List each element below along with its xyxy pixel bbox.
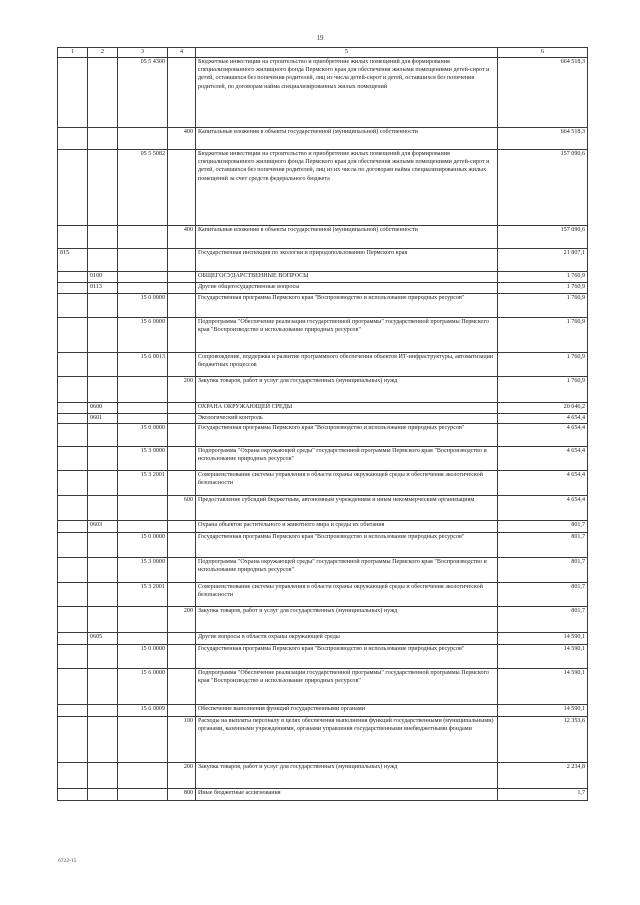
cell-item-name: Государственная инспекция по экологии и природопользованию Пермского края	[196, 249, 498, 272]
cell-section-code	[88, 294, 118, 318]
table-row	[58, 318, 588, 353]
cell-section-code	[88, 128, 118, 150]
cell-ministry-code	[58, 58, 88, 128]
cell-target-article: 15 6 0000	[118, 318, 168, 353]
cell-ministry-code	[58, 583, 88, 607]
column-header: 6	[498, 48, 588, 58]
cell-expense-type: 600	[168, 496, 196, 521]
cell-expense-type	[168, 150, 196, 226]
cell-item-name: Другие вопросы в области охраны окружающей среды	[196, 633, 498, 645]
cell-item-name: Капитальные вложения в объекты государственной (муниципальной) собственности	[196, 128, 498, 150]
cell-expense-type: 400	[168, 226, 196, 249]
table-row	[58, 521, 588, 533]
cell-expense-type	[168, 645, 196, 669]
cell-ministry-code	[58, 403, 88, 414]
cell-target-article	[118, 249, 168, 272]
cell-target-article: 15 3 0000	[118, 447, 168, 471]
cell-amount: 1 760,9	[498, 353, 588, 377]
cell-expense-type	[168, 533, 196, 558]
cell-ministry-code	[58, 353, 88, 377]
table-row	[58, 533, 588, 558]
cell-ministry-code	[58, 150, 88, 226]
cell-target-article	[118, 789, 168, 801]
cell-section-code	[88, 717, 118, 763]
cell-amount: 664 518,3	[498, 58, 588, 128]
cell-amount: 21 807,1	[498, 249, 588, 272]
table-row	[58, 705, 588, 717]
cell-amount: 4 654,4	[498, 496, 588, 521]
cell-section-code	[88, 558, 118, 583]
table-row	[58, 294, 588, 318]
cell-target-article: 15 3 0000	[118, 558, 168, 583]
cell-item-name: Государственная программа Пермского края "Воспроизводство и использование природных ресурсов"	[196, 533, 498, 558]
cell-amount: 4 654,4	[498, 471, 588, 496]
cell-target-article	[118, 414, 168, 424]
table-row	[58, 272, 588, 283]
cell-target-article	[118, 226, 168, 249]
cell-item-name: Экологический контроль	[196, 414, 498, 424]
cell-target-article	[118, 763, 168, 789]
cell-amount: 14 590,1	[498, 705, 588, 717]
cell-section-code	[88, 318, 118, 353]
cell-item-name: Государственная программа Пермского края "Воспроизводство и использование природных ресурсов"	[196, 424, 498, 447]
table-row	[58, 763, 588, 789]
cell-amount: 664 518,3	[498, 128, 588, 150]
cell-item-name: Закупка товаров, работ и услуг для государственных (муниципальных) нужд	[196, 763, 498, 789]
cell-ministry-code	[58, 705, 88, 717]
cell-item-name: Иные бюджетные ассигнования	[196, 789, 498, 801]
cell-target-article: 15 0 0000	[118, 294, 168, 318]
cell-amount: 801,7	[498, 533, 588, 558]
cell-expense-type	[168, 353, 196, 377]
cell-ministry-code	[58, 471, 88, 496]
cell-ministry-code	[58, 669, 88, 705]
document-code: 6722-15	[58, 858, 77, 864]
cell-item-name: ОХРАНА ОКРУЖАЮЩЕЙ СРЕДЫ	[196, 403, 498, 414]
cell-ministry-code	[58, 424, 88, 447]
cell-ministry-code	[58, 763, 88, 789]
cell-section-code: 0601	[88, 414, 118, 424]
cell-item-name: Совершенствование системы управления в области охраны окружающей среды и обеспечения экологической безопасности	[196, 583, 498, 607]
cell-item-name: Бюджетные инвестиции на строительство и приобретение жилых помещений для формирования специализированного жилищного фонда Пермского края для обеспечения жилыми помещениями детей-сирот и детей, оставшихся без попечения родителей, лиц из их числа по договорам найма специализированных жилых помещений за счет средств федерального бюджета	[196, 150, 498, 226]
cell-item-name: Расходы на выплаты персоналу в целях обеспечения выполнения функций государственными (муниципальными) органами, казенными учреждениями, органами управления государственными внебюджетными фондами	[196, 717, 498, 763]
cell-section-code	[88, 58, 118, 128]
table-row	[58, 633, 588, 645]
cell-amount: 2 234,8	[498, 763, 588, 789]
cell-section-code	[88, 669, 118, 705]
cell-item-name: Капитальные вложения в объекты государственной (муниципальной) собственности	[196, 226, 498, 249]
cell-amount: 801,7	[498, 583, 588, 607]
cell-ministry-code	[58, 645, 88, 669]
cell-item-name: Государственная программа Пермского края "Воспроизводство и использование природных ресурсов"	[196, 645, 498, 669]
table-row	[58, 283, 588, 294]
table-row	[58, 150, 588, 226]
cell-target-article: 15 0 0000	[118, 645, 168, 669]
column-header: 5	[196, 48, 498, 58]
cell-target-article	[118, 717, 168, 763]
cell-target-article: 05 5 4300	[118, 58, 168, 128]
page-number: 19	[316, 34, 324, 42]
cell-section-code: 0100	[88, 272, 118, 283]
cell-expense-type	[168, 249, 196, 272]
cell-target-article	[118, 496, 168, 521]
cell-ministry-code	[58, 789, 88, 801]
cell-amount: 14 590,1	[498, 645, 588, 669]
cell-section-code: 0113	[88, 283, 118, 294]
cell-item-name: Совершенствование системы управления в области охраны окружающей среды и обеспечения экологической безопасности	[196, 471, 498, 496]
cell-target-article: 15 0 0000	[118, 533, 168, 558]
cell-section-code	[88, 377, 118, 403]
cell-item-name: Сопровождение, поддержка и развитие программного обеспечения объектов ИТ-инфраструктуры, автоматизации бюджетных процессов	[196, 353, 498, 377]
cell-ministry-code	[58, 521, 88, 533]
cell-expense-type	[168, 58, 196, 128]
cell-section-code	[88, 471, 118, 496]
cell-amount: 14 590,1	[498, 669, 588, 705]
table-row	[58, 496, 588, 521]
cell-item-name: Обеспечение выполнения функций государственными органами	[196, 705, 498, 717]
cell-item-name: Охрана объектов растительного и животного мира и среды их обитания	[196, 521, 498, 533]
table-row	[58, 414, 588, 424]
cell-amount: 14 590,1	[498, 633, 588, 645]
cell-ministry-code	[58, 226, 88, 249]
cell-item-name: Другие общегосударственные вопросы	[196, 283, 498, 294]
table-body	[58, 58, 588, 801]
table-row	[58, 128, 588, 150]
cell-item-name: Подпрограмма "Обеспечение реализации государственной программы" государственной программы Пермского края "Воспроизводство и использование природных ресурсов"	[196, 669, 498, 705]
cell-expense-type	[168, 521, 196, 533]
cell-section-code	[88, 763, 118, 789]
cell-amount: 1 760,9	[498, 294, 588, 318]
cell-target-article	[118, 128, 168, 150]
cell-item-name: Предоставление субсидий бюджетным, автономным учреждениям и иным некоммерческим организациям	[196, 496, 498, 521]
table-row	[58, 607, 588, 633]
column-header: 2	[88, 48, 118, 58]
budget-table	[57, 47, 588, 801]
cell-section-code	[88, 789, 118, 801]
table-row	[58, 424, 588, 447]
cell-ministry-code	[58, 633, 88, 645]
cell-ministry-code	[58, 318, 88, 353]
cell-item-name: ОБЩЕГОСУДАРСТВЕННЫЕ ВОПРОСЫ	[196, 272, 498, 283]
cell-item-name: Подпрограмма "Охрана окружающей среды" государственной программы Пермского края "Воспроизводство и использование природных ресурсов"	[196, 447, 498, 471]
cell-expense-type	[168, 272, 196, 283]
table-row	[58, 471, 588, 496]
table-row	[58, 403, 588, 414]
cell-item-name: Государственная программа Пермского края "Воспроизводство и использование природных ресурсов"	[196, 294, 498, 318]
column-header: 1	[58, 48, 88, 58]
cell-expense-type	[168, 403, 196, 414]
cell-expense-type	[168, 633, 196, 645]
cell-item-name: Подпрограмма "Охрана окружающей среды" государственной программы Пермского края "Воспроизводство и использование природных ресурсов"	[196, 558, 498, 583]
table-row	[58, 377, 588, 403]
cell-expense-type	[168, 447, 196, 471]
cell-section-code	[88, 150, 118, 226]
cell-target-article: 15 3 2001	[118, 471, 168, 496]
cell-amount: 4 654,4	[498, 414, 588, 424]
cell-target-article	[118, 283, 168, 294]
cell-amount: 4 654,4	[498, 447, 588, 471]
cell-amount: 801,7	[498, 521, 588, 533]
column-header: 4	[168, 48, 196, 58]
cell-target-article: 15 6 0000	[118, 669, 168, 705]
cell-section-code	[88, 447, 118, 471]
cell-expense-type	[168, 583, 196, 607]
cell-section-code	[88, 705, 118, 717]
cell-item-name: Закупка товаров, работ и услуг для государственных (муниципальных) нужд	[196, 607, 498, 633]
column-header: 3	[118, 48, 168, 58]
table-row	[58, 226, 588, 249]
cell-amount: 801,7	[498, 607, 588, 633]
table-row	[58, 58, 588, 128]
cell-target-article	[118, 607, 168, 633]
cell-amount: 1 760,9	[498, 318, 588, 353]
cell-section-code	[88, 645, 118, 669]
table-row	[58, 645, 588, 669]
cell-amount: 1,7	[498, 789, 588, 801]
cell-target-article: 05 5 5082	[118, 150, 168, 226]
cell-amount: 4 654,4	[498, 424, 588, 447]
cell-expense-type: 200	[168, 607, 196, 633]
table-row	[58, 669, 588, 705]
cell-target-article	[118, 633, 168, 645]
cell-expense-type: 200	[168, 377, 196, 403]
cell-amount: 157 090,6	[498, 150, 588, 226]
cell-expense-type	[168, 669, 196, 705]
cell-ministry-code	[58, 414, 88, 424]
cell-expense-type	[168, 414, 196, 424]
cell-expense-type: 400	[168, 128, 196, 150]
cell-ministry-code	[58, 533, 88, 558]
table-header-row	[58, 48, 588, 58]
cell-ministry-code	[58, 377, 88, 403]
cell-expense-type: 100	[168, 717, 196, 763]
cell-expense-type	[168, 558, 196, 583]
table-row	[58, 717, 588, 763]
cell-ministry-code	[58, 717, 88, 763]
cell-expense-type	[168, 294, 196, 318]
cell-item-name: Закупка товаров, работ и услуг для государственных (муниципальных) нужд	[196, 377, 498, 403]
cell-ministry-code	[58, 128, 88, 150]
cell-target-article: 15 6 0013	[118, 353, 168, 377]
table-row	[58, 583, 588, 607]
cell-expense-type	[168, 471, 196, 496]
cell-target-article	[118, 377, 168, 403]
cell-section-code	[88, 533, 118, 558]
cell-section-code	[88, 249, 118, 272]
cell-ministry-code	[58, 272, 88, 283]
cell-amount: 1 760,9	[498, 272, 588, 283]
table-row	[58, 447, 588, 471]
cell-amount: 12 353,6	[498, 717, 588, 763]
cell-target-article: 15 0 0000	[118, 424, 168, 447]
cell-expense-type: 200	[168, 763, 196, 789]
cell-section-code	[88, 607, 118, 633]
cell-amount: 1 760,9	[498, 283, 588, 294]
cell-ministry-code: 815	[58, 249, 88, 272]
cell-section-code	[88, 496, 118, 521]
cell-section-code	[88, 583, 118, 607]
cell-ministry-code	[58, 558, 88, 583]
cell-amount: 157 090,6	[498, 226, 588, 249]
cell-target-article: 15 3 2001	[118, 583, 168, 607]
cell-expense-type	[168, 424, 196, 447]
table-row	[58, 249, 588, 272]
cell-item-name: Бюджетные инвестиции на строительство и приобретение жилых помещений для формирования специализированного жилищного фонда Пермского края для обеспечения жилыми помещениями детей-сирот и детей, оставшихся без попечения родителей, лиц из числа детей-сирот и детей, оставшихся без попечения родителей, по договорам найма специализированных жилых помещений	[196, 58, 498, 128]
cell-ministry-code	[58, 496, 88, 521]
cell-ministry-code	[58, 283, 88, 294]
cell-target-article	[118, 521, 168, 533]
cell-section-code	[88, 226, 118, 249]
cell-expense-type	[168, 318, 196, 353]
cell-amount: 1 760,9	[498, 377, 588, 403]
cell-ministry-code	[58, 607, 88, 633]
cell-ministry-code	[58, 294, 88, 318]
cell-amount: 20 046,2	[498, 403, 588, 414]
table-row	[58, 353, 588, 377]
cell-ministry-code	[58, 447, 88, 471]
cell-item-name: Подпрограмма "Обеспечение реализации государственной программы" государственной программы Пермского края "Воспроизводство и использование природных ресурсов"	[196, 318, 498, 353]
cell-section-code: 0603	[88, 521, 118, 533]
cell-section-code	[88, 424, 118, 447]
table-row	[58, 789, 588, 801]
cell-target-article: 15 6 0009	[118, 705, 168, 717]
table-row	[58, 558, 588, 583]
cell-expense-type	[168, 705, 196, 717]
cell-target-article	[118, 403, 168, 414]
cell-section-code: 0605	[88, 633, 118, 645]
cell-section-code	[88, 353, 118, 377]
cell-target-article	[118, 272, 168, 283]
cell-amount: 801,7	[498, 558, 588, 583]
cell-expense-type	[168, 283, 196, 294]
cell-section-code: 0600	[88, 403, 118, 414]
cell-expense-type: 800	[168, 789, 196, 801]
